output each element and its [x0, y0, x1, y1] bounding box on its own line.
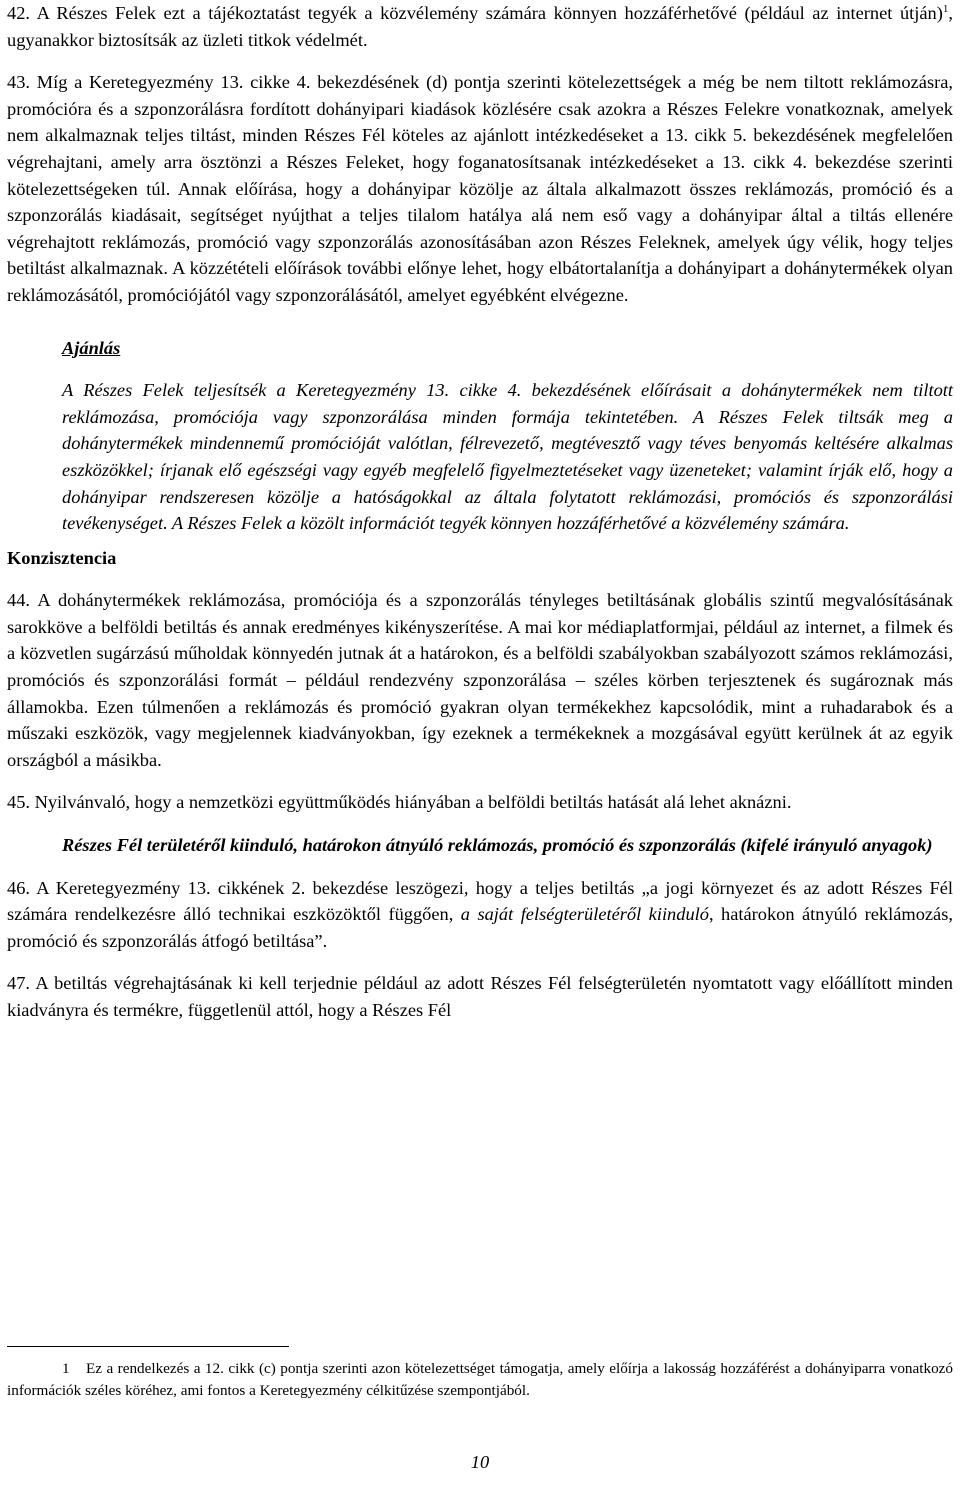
paragraph-47: 47. A betiltás végrehajtásának ki kell terjednie például az adott Részes Fél felségterületén nyomtatott vagy előállított minden kiadványra és termékre, függetlenül attól, hogy a Részes Fél: [7, 973, 953, 1020]
footnote-reference[interactable]: 1: [942, 2, 949, 15]
recommendation-title: Ajánlás: [62, 337, 121, 358]
paragraph-45: 45. Nyilvánvaló, hogy a nemzetközi együttműködés hiányában a belföldi betiltás hatását alá lehet aknázni.: [7, 792, 792, 813]
paragraph-46-text-b: , határokon átnyúló reklámozás, promóció és szponzorálás átfogó betiltása”.: [7, 904, 953, 951]
section-heading-cross-border: Részes Fél területéről kiinduló, határokon átnyúló reklámozás, promóció és szponzorálás (kifelé irányuló anyagok): [62, 835, 933, 856]
main-content: [7, 0, 953, 1024]
paragraph-46-italic: a saját felségterületéről kiinduló: [460, 904, 709, 925]
footnote-text: Ez a rendelkezés a 12. cikk (c) pontja szerinti azon kötelezettséget támogatja, amely előírja a lakosság hozzáférést a dohányiparra vonatkozó információk széles köréhez, ami fontos a Keretegyezmény célkitűzése szempontjából.: [7, 1360, 953, 1399]
footnote-number: 1: [62, 1360, 70, 1377]
footnote-mark: [7, 1358, 86, 1380]
paragraph-43: 43. Míg a Keretegyezmény 13. cikke 4. bekezdésének (d) pontja szerinti kötelezettségek a még be nem tiltott reklámozásra, promócióra és a szponzorálásra fordított dohányipari kiadások közlésére csak azokra a Részes Felekre vonatkoznak, amelyek nem alkalmaznak teljes tiltást, minden Részes Fél köteles az ajánlott intézkedéseket a 13. cikk 5. bekezdésének megfelelően végrehajtani, amely arra ösztönzi a Részes Feleket, hogy foganatosítsanak intézkedéseket a 13. cikk 4. bekezdése szerinti kötelezettségeken túl. Annak előírása, hogy a dohányipar közölje az általa alkalmazott összes reklámozás, promóció és a szponzorálás kiadásait, segítséget nyújthat a teljes tilalom hatálya alá nem eső vagy a dohányipar által a tiltás ellenére végrehajtott reklámozás, promóció vagy szponzorálás azonosításában azon Részes Feleknek, amelyek úgy vélik, hogy teljes betiltást alkalmaznak. A közzétételi előírások további előnye lehet, hogy elbátortalanítja a dohányipart a dohánytermékek olyan reklámozásától, promóciójától vagy szponzorálásától, amelyet egyébként elvégezne.: [7, 72, 953, 305]
paragraph-42-text-a: 42. A Részes Felek ezt a tájékoztatást tegyék a közvélemény számára könnyen hozzáférhetővé (például az internet útján): [7, 3, 943, 23]
footnote: [7, 1358, 953, 1402]
paragraph-46-text-a: 46. A Keretegyezmény 13. cikkének 2. bekezdése leszögezi, hogy a teljes betiltás „a jogi környezet és az adott Részes Fél számára rendelkezésre álló technikai eszközöktől függően,: [7, 877, 953, 925]
recommendation-text: A Részes Felek teljesítsék a Keretegyezmény 13. cikke 4. bekezdésének előírásait a dohánytermékek nem tiltott reklámozása, promóciója vagy szponzorálása minden formája tekintetében. A Részes Felek tiltsák meg a dohánytermékek mindennemű promócióját valótlan, félrevezető, megtévesztő vagy téves benyomás keltésére alkalmas eszközökkel; írjanak elő egészségi vagy egyéb megfelelő figyelmeztetéseket vagy üzeneteket; valamint írják elő, hogy a dohányipar rendszeresen közölje a hatóságokkal az általa folytatott reklámozási, promóciós és szponzorálási tevékenységet. A Részes Felek a közölt információt tegyék könnyen hozzáférhetővé a közvélemény számára.: [62, 380, 953, 534]
section-heading-consistency: Konzisztencia: [7, 547, 117, 568]
footnote-separator: [7, 1346, 289, 1347]
page-number: 10: [470, 1452, 490, 1472]
paragraph-42: [7, 0, 953, 53]
paragraph-42-text-b: , ugyanakkor biztosítsák az üzleti titkok védelmét.: [7, 3, 953, 50]
paragraph-46: [7, 875, 953, 955]
paragraph-44: 44. A dohánytermékek reklámozása, promóciója és a szponzorálás tényleges betiltásának globális szintű megvalósításának sarokköve a belföldi betiltás és annak eredményes kikényszerítése. A mai kor médiaplatformjai, például az internet, a filmek és a közvetlen sugárzású műholdak könnyedén jutnak át a határokon, és a belföldi szabályokban szabályozott számos reklámozási, promóciós és szponzorálási formát – például rendezvény szponzorálása – széles körben terjesztenek és sugároznak más államokba. Ezen túlmenően a reklámozás és promóció gyakran olyan termékekhez kapcsolódik, mint a ruhadarabok és a műszaki eszközök, vagy megjelennek kiadványokban, így ezeknek a termékeknek a mozgásával együtt kerülnek át az egyik országból a másikba.: [7, 590, 953, 770]
